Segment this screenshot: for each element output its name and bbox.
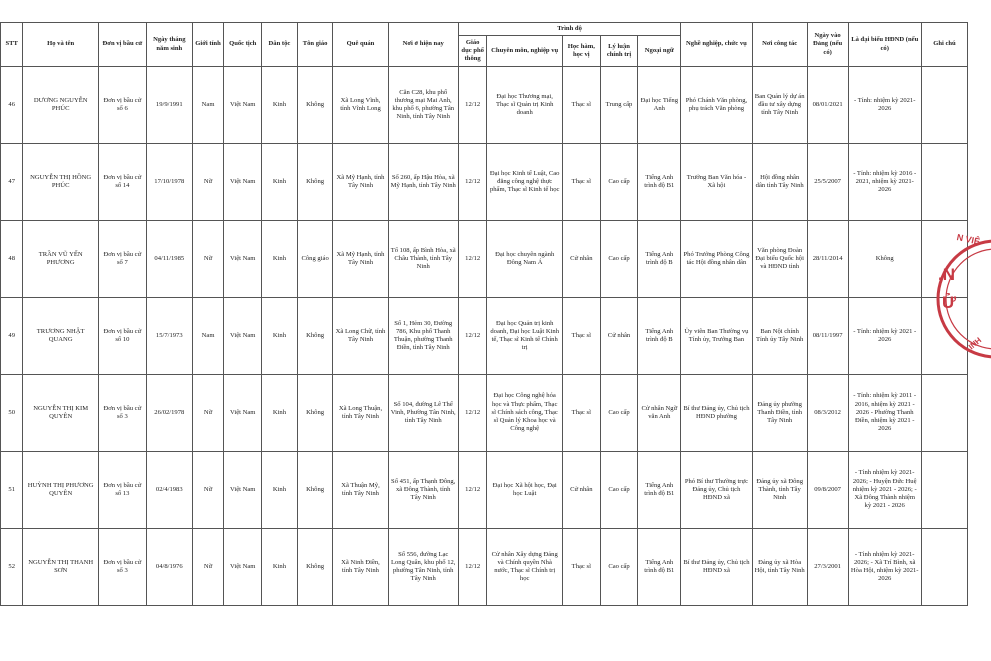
cell-gender: Nữ <box>192 529 224 606</box>
seal-text-top: N VIỆ <box>955 232 981 247</box>
cell-workplace: Ban Quản lý dự án đầu tư xây dựng tỉnh Tây Ninh <box>752 67 807 144</box>
cell-ethnicity: Kinh <box>262 221 298 298</box>
cell-party-date: 09/8/2007 <box>807 452 848 529</box>
col-note: Ghi chú <box>921 23 967 67</box>
cell-note <box>921 144 967 221</box>
cell-degree: Thạc sĩ <box>562 375 600 452</box>
cell-ethnicity: Kinh <box>262 452 298 529</box>
cell-nationality: Việt Nam <box>224 298 262 375</box>
col-unit: Đơn vị bầu cử <box>98 23 146 67</box>
cell-unit: Đơn vị bầu cử số 10 <box>98 298 146 375</box>
cell-hometown: Xã Ninh Điền, tỉnh Tây Ninh <box>333 529 388 606</box>
cell-general-ed: 12/12 <box>458 375 487 452</box>
cell-politics: Trung cấp <box>600 67 638 144</box>
col-nationality: Quốc tịch <box>224 23 262 67</box>
cell-residence: Số 1, Hẻm 30, Đường 786, Khu phố Thanh Thuận, phường Thanh Điền, tỉnh Tây Ninh <box>388 298 458 375</box>
cell-workplace: Đảng ủy xã Hòa Hội, tỉnh Tây Ninh <box>752 529 807 606</box>
cell-note <box>921 529 967 606</box>
cell-religion: Không <box>297 452 333 529</box>
cell-politics: Cao cấp <box>600 221 638 298</box>
cell-major: Đại học Thương mại, Thạc sĩ Quản trị Kinh doanh <box>487 67 562 144</box>
col-delegate: Là đại biểu HĐND (nếu có) <box>848 23 921 67</box>
cell-general-ed: 12/12 <box>458 529 487 606</box>
cell-nationality: Việt Nam <box>224 221 262 298</box>
cell-name: NGUYỄN THỊ HỒNG PHÚC <box>23 144 98 221</box>
cell-language: Cử nhân Ngữ văn Anh <box>638 375 681 452</box>
cell-language: Đại học Tiếng Anh <box>638 67 681 144</box>
cell-party-date: 08/3/2012 <box>807 375 848 452</box>
cell-language: Tiếng Anh trình độ B1 <box>638 452 681 529</box>
cell-name: TRƯƠNG NHẬT QUANG <box>23 298 98 375</box>
cell-unit: Đơn vị bầu cử số 6 <box>98 67 146 144</box>
page-bottom-margin <box>0 598 991 661</box>
header-row-1 <box>1 23 968 36</box>
cell-nationality: Việt Nam <box>224 452 262 529</box>
cell-dob: 15/7/1973 <box>146 298 192 375</box>
cell-general-ed: 12/12 <box>458 144 487 221</box>
seal-graphic <box>936 224 991 374</box>
cell-religion: Không <box>297 144 333 221</box>
cell-dob: 04/11/1985 <box>146 221 192 298</box>
col-party-date: Ngày vào Đảng (nếu có) <box>807 23 848 67</box>
cell-language: Tiếng Anh trình độ B <box>638 221 681 298</box>
cell-delegate: - Tỉnh: nhiệm kỳ 2011 - 2016, nhiệm kỳ 2021 - 2026 - Phường Thanh Điền, nhiệm kỳ 2021 - 2026 <box>848 375 921 452</box>
table-row <box>1 298 968 375</box>
cell-unit: Đơn vị bầu cử số 14 <box>98 144 146 221</box>
cell-note <box>921 67 967 144</box>
cell-residence: Số 451, ấp Thạnh Đông, xã Đông Thành, tỉnh Tây Ninh <box>388 452 458 529</box>
cell-hometown: Xã Long Vĩnh, tỉnh Vĩnh Long <box>333 67 388 144</box>
cell-dob: 02/4/1983 <box>146 452 192 529</box>
col-general-ed: Giáo dục phổ thông <box>458 36 487 67</box>
cell-party-date: 27/3/2001 <box>807 529 848 606</box>
cell-job: Phó Bí thư Thường trực Đảng ủy, Chủ tịch HĐND xã <box>681 452 752 529</box>
cell-major: Đại học Xã hội học, Đại học Luật <box>487 452 562 529</box>
cell-religion: Công giáo <box>297 221 333 298</box>
cell-workplace: Đảng ủy xã Đông Thành, tỉnh Tây Ninh <box>752 452 807 529</box>
cell-nationality: Việt Nam <box>224 529 262 606</box>
cell-ethnicity: Kinh <box>262 375 298 452</box>
cell-party-date: 08/11/1997 <box>807 298 848 375</box>
cell-delegate: - Tỉnh: nhiệm kỳ 2021 - 2026 <box>848 298 921 375</box>
cell-ethnicity: Kinh <box>262 67 298 144</box>
cell-residence: Số 260, ấp Hậu Hòa, xã Mỹ Hạnh, tỉnh Tây Ninh <box>388 144 458 221</box>
cell-name: TRẦN VŨ YẾN PHƯƠNG <box>23 221 98 298</box>
cell-note <box>921 375 967 452</box>
cell-degree: Thạc sĩ <box>562 144 600 221</box>
col-ethnicity: Dân tộc <box>262 23 298 67</box>
cell-politics: Cao cấp <box>600 452 638 529</box>
cell-hometown: Xã Mỹ Hạnh, tỉnh Tây Ninh <box>333 144 388 221</box>
cell-major: Đại học Quản trị kinh doanh, Đại học Luật Kinh tế, Thạc sĩ Kinh tế Chính trị <box>487 298 562 375</box>
col-religion: Tôn giáo <box>297 23 333 67</box>
cell-residence: Số 104, đường Lê Thế Vinh, Phường Tân Ninh, tỉnh Tây Ninh <box>388 375 458 452</box>
cell-party-date: 25/5/2007 <box>807 144 848 221</box>
cell-stt: 52 <box>1 529 23 606</box>
red-seal-stamp <box>936 224 991 374</box>
cell-name: NGUYỄN THỊ THANH SƠN <box>23 529 98 606</box>
col-stt: STT <box>1 23 23 67</box>
table-row <box>1 67 968 144</box>
cell-dob: 26/02/1978 <box>146 375 192 452</box>
cell-stt: 51 <box>1 452 23 529</box>
col-degree: Học hàm, học vị <box>562 36 600 67</box>
col-gender: Giới tính <box>192 23 224 67</box>
cell-politics: Cao cấp <box>600 529 638 606</box>
col-dob: Ngày tháng năm sinh <box>146 23 192 67</box>
cell-major: Đại học chuyên ngành Đông Nam Á <box>487 221 562 298</box>
cell-unit: Đơn vị bầu cử số 13 <box>98 452 146 529</box>
cell-delegate: - Tỉnh: nhiệm kỳ 2021-2026 <box>848 67 921 144</box>
col-hometown: Quê quán <box>333 23 388 67</box>
cell-degree: Thạc sĩ <box>562 67 600 144</box>
cell-religion: Không <box>297 67 333 144</box>
cell-hometown: Xã Long Thuận, tỉnh Tây Ninh <box>333 375 388 452</box>
cell-gender: Nam <box>192 298 224 375</box>
cell-workplace: Ban Nội chính Tỉnh ủy Tây Ninh <box>752 298 807 375</box>
cell-gender: Nữ <box>192 375 224 452</box>
cell-degree: Cử nhân <box>562 221 600 298</box>
cell-job: Bí thư Đảng ủy, Chủ tịch HĐND phường <box>681 375 752 452</box>
col-name: Họ và tên <box>23 23 98 67</box>
cell-degree: Cử nhân <box>562 452 600 529</box>
cell-general-ed: 12/12 <box>458 298 487 375</box>
seal-text-mid: .N <box>938 265 955 284</box>
cell-language: Tiếng Anh trình độ B1 <box>638 144 681 221</box>
cell-nationality: Việt Nam <box>224 375 262 452</box>
cell-residence: Căn C28, khu phố thương mại Mai Anh, khu phố 6, phường Tân Ninh, tỉnh Tây Ninh <box>388 67 458 144</box>
cell-stt: 46 <box>1 67 23 144</box>
cell-ethnicity: Kinh <box>262 144 298 221</box>
cell-job: Bí thư Đảng ủy, Chủ tịch HĐND xã <box>681 529 752 606</box>
col-education-group: Trình độ <box>458 23 680 36</box>
cell-delegate: - Tỉnh nhiệm kỳ 2021-2026; - Xã Trí Bình, xã Hòa Hội, nhiệm kỳ 2021-2026 <box>848 529 921 606</box>
col-language: Ngoại ngữ <box>638 36 681 67</box>
cell-workplace: Đảng ủy phường Thanh Điền, tỉnh Tây Ninh <box>752 375 807 452</box>
cell-stt: 50 <box>1 375 23 452</box>
cell-hometown: Xã Long Chữ, tỉnh Tây Ninh <box>333 298 388 375</box>
cell-major: Đại học Kinh tế Luật, Cao đẳng công nghệ thực phẩm, Thạc sĩ Kinh tế học <box>487 144 562 221</box>
cell-stt: 49 <box>1 298 23 375</box>
cell-hometown: Xã Thuận Mỹ, tỉnh Tây Ninh <box>333 452 388 529</box>
cell-general-ed: 12/12 <box>458 221 487 298</box>
cell-residence: Tổ 108, ấp Bình Hòa, xã Châu Thành, tỉnh Tây Ninh <box>388 221 458 298</box>
cell-nationality: Việt Nam <box>224 67 262 144</box>
cell-stt: 47 <box>1 144 23 221</box>
table-row <box>1 375 968 452</box>
cell-general-ed: 12/12 <box>458 67 487 144</box>
cell-workplace: Hội đồng nhân dân tỉnh Tây Ninh <box>752 144 807 221</box>
cell-major: Cử nhân Xây dựng Đảng và Chính quyền Nhà nước, Thạc sĩ Chính trị học <box>487 529 562 606</box>
cell-major: Đại học Công nghệ hóa học và Thực phẩm, Thạc sĩ Chính sách công, Thạc sĩ Quản lý Khoa học và Công nghệ <box>487 375 562 452</box>
cell-language: Tiếng Anh trình độ B <box>638 298 681 375</box>
candidate-table <box>0 22 968 606</box>
cell-ethnicity: Kinh <box>262 298 298 375</box>
cell-job: Ủy viên Ban Thường vụ Tỉnh ủy, Trưởng Ban <box>681 298 752 375</box>
col-job: Nghề nghiệp, chức vụ <box>681 23 752 67</box>
cell-residence: Số 556, đường Lạc Long Quân, khu phố 12, phường Tân Ninh, tỉnh Tây Ninh <box>388 529 458 606</box>
cell-gender: Nam <box>192 67 224 144</box>
cell-politics: Cao cấp <box>600 144 638 221</box>
cell-party-date: 28/11/2014 <box>807 221 848 298</box>
seal-text-low: Ử <box>942 293 957 312</box>
cell-dob: 04/8/1976 <box>146 529 192 606</box>
table-row <box>1 221 968 298</box>
cell-delegate: - Tỉnh nhiệm kỳ 2021-2026; - Huyện Đức Huệ nhiệm kỳ 2021 - 2026; - Xã Đông Thành nhiệm kỳ 2021 - 2026 <box>848 452 921 529</box>
cell-name: HUỲNH THỊ PHƯƠNG QUYÊN <box>23 452 98 529</box>
cell-ethnicity: Kinh <box>262 529 298 606</box>
cell-language: Tiếng Anh trình độ B1 <box>638 529 681 606</box>
cell-general-ed: 12/12 <box>458 452 487 529</box>
cell-job: Phó Trưởng Phòng Công tác Hội đồng nhân dân <box>681 221 752 298</box>
cell-religion: Không <box>297 529 333 606</box>
cell-name: NGUYỄN THỊ KIM QUYÊN <box>23 375 98 452</box>
cell-dob: 19/9/1991 <box>146 67 192 144</box>
cell-party-date: 08/01/2021 <box>807 67 848 144</box>
cell-politics: Cử nhân <box>600 298 638 375</box>
cell-name: DƯƠNG NGUYỄN PHÚC <box>23 67 98 144</box>
cell-gender: Nữ <box>192 221 224 298</box>
table-row <box>1 529 968 606</box>
cell-degree: Thạc sĩ <box>562 298 600 375</box>
col-residence: Nơi ở hiện nay <box>388 23 458 67</box>
cell-delegate: Không <box>848 221 921 298</box>
cell-degree: Thạc sĩ <box>562 529 600 606</box>
cell-gender: Nữ <box>192 144 224 221</box>
cell-religion: Không <box>297 375 333 452</box>
cell-delegate: - Tỉnh: nhiệm kỳ 2016 - 2021, nhiệm kỳ 2021-2026 <box>848 144 921 221</box>
table-row <box>1 144 968 221</box>
seal-text-bottom: INH <box>966 335 984 352</box>
table-row <box>1 452 968 529</box>
cell-unit: Đơn vị bầu cử số 3 <box>98 375 146 452</box>
cell-hometown: Xã Mỹ Hạnh, tỉnh Tây Ninh <box>333 221 388 298</box>
col-politics: Lý luận chính trị <box>600 36 638 67</box>
cell-gender: Nữ <box>192 452 224 529</box>
cell-stt: 48 <box>1 221 23 298</box>
cell-note <box>921 452 967 529</box>
col-workplace: Nơi công tác <box>752 23 807 67</box>
table-body <box>1 67 968 606</box>
cell-nationality: Việt Nam <box>224 144 262 221</box>
cell-job: Trưởng Ban Văn hóa - Xã hội <box>681 144 752 221</box>
cell-unit: Đơn vị bầu cử số 7 <box>98 221 146 298</box>
cell-job: Phó Chánh Văn phòng, phụ trách Văn phòng <box>681 67 752 144</box>
cell-religion: Không <box>297 298 333 375</box>
cell-workplace: Văn phòng Đoàn Đại biểu Quốc hội và HĐND tỉnh <box>752 221 807 298</box>
col-major: Chuyên môn, nghiệp vụ <box>487 36 562 67</box>
cell-unit: Đơn vị bầu cử số 3 <box>98 529 146 606</box>
cell-dob: 17/10/1978 <box>146 144 192 221</box>
cell-politics: Cao cấp <box>600 375 638 452</box>
